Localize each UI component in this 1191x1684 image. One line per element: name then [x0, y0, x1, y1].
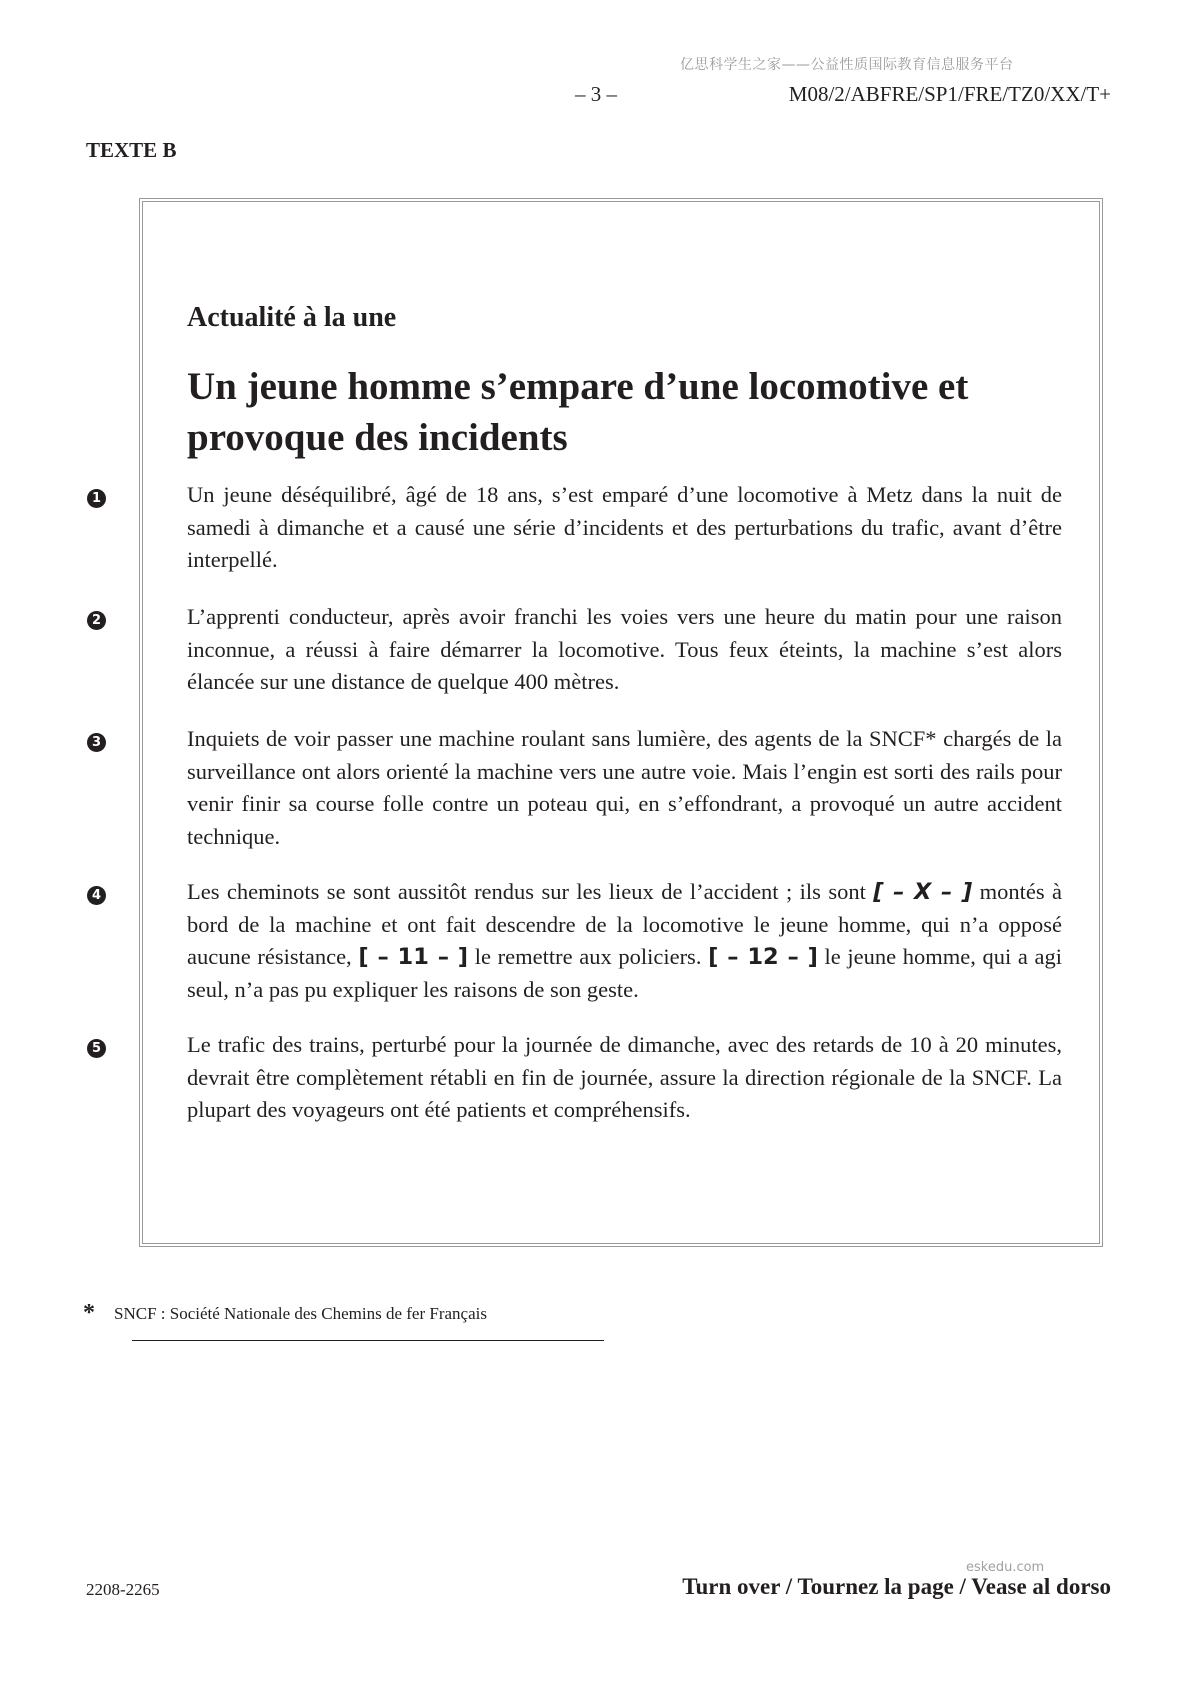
paragraph-marker-3: 3: [87, 733, 106, 752]
footnote-asterisk: *: [83, 1300, 95, 1326]
document-code: M08/2/ABFRE/SP1/FRE/TZ0/XX/T+: [788, 82, 1111, 106]
paragraph-4-text-a: Les cheminots se sont aussitôt rendus sur les lieux de l’accident ; ils sont: [187, 879, 874, 904]
paragraph-1: Un jeune déséquilibré, âgé de 18 ans, s’est emparé d’une locomotive à Metz dans la nuit de samedi à dimanche et a causé une série d’incidents et des perturbations du trafic, avant d’être interpellé.: [187, 482, 1062, 572]
paragraph-3: Inquiets de voir passer une machine roulant sans lumière, des agents de la SNCF* chargés de la surveillance ont alors orienté la machine vers une autre voie. Mais l’engin est sorti des rails pour venir finir sa course folle contre un poteau qui, en s’effondrant, a provoqué un autre accident technique.: [187, 726, 1062, 849]
header-watermark: 亿思科学生之家——公益性质国际教育信息服务平台: [680, 57, 1014, 73]
turn-over-instruction: Turn over / Tournez la page / Vease al dorso: [682, 1574, 1111, 1599]
footnote-rule: [132, 1340, 604, 1341]
article-kicker: Actualité à la une: [187, 302, 397, 333]
footnote-text: SNCF : Société Nationale des Chemins de fer Français: [114, 1304, 487, 1323]
gap-11: [ – 11 – ]: [358, 944, 469, 970]
gap-x: [ – X – ]: [873, 879, 973, 905]
article-headline: Un jeune homme s’empare d’une locomotive et provoque des incidents: [187, 365, 969, 459]
paragraph-4-text-c: le remettre aux policiers.: [468, 944, 709, 969]
paragraph-2: L’apprenti conducteur, après avoir franchi les voies vers une heure du matin pour une raison inconnue, a réussi à faire démarrer la locomotive. Tous feux éteints, la machine s’est alors élancée sur une distance de quelque 400 mètres.: [187, 604, 1062, 694]
paragraph-marker-4: 4: [87, 886, 106, 905]
paragraph-5: Le trafic des trains, perturbé pour la journée de dimanche, avec des retards de 10 à 20 minutes, devrait être complètement rétabli en fin de journée, assure la direction régionale de la SNCF. La plupart des voyageurs ont été patients et compréhensifs.: [187, 1032, 1062, 1122]
page-number: – 3 –: [575, 82, 617, 106]
paragraph-4: [187, 876, 1062, 1006]
paragraph-marker-2: 2: [87, 611, 106, 630]
paragraph-4-text-d: le jeune homme, qui a agi seul, n’a pas pu expliquer les raisons de son geste.: [187, 944, 1063, 1002]
paragraph-4-text-b: montés à bord de la machine et ont fait descendre de la locomotive le jeune homme, qui n’a opposé aucune résistance,: [187, 879, 1062, 969]
section-label: TEXTE B: [86, 138, 177, 162]
paragraph-marker-1: 1: [87, 489, 106, 508]
footer-watermark: eskedu.com: [966, 1560, 1045, 1575]
footer-document-number: 2208-2265: [86, 1580, 160, 1599]
gap-12: [ – 12 – ]: [708, 944, 818, 970]
paragraph-marker-5: 5: [87, 1039, 106, 1058]
